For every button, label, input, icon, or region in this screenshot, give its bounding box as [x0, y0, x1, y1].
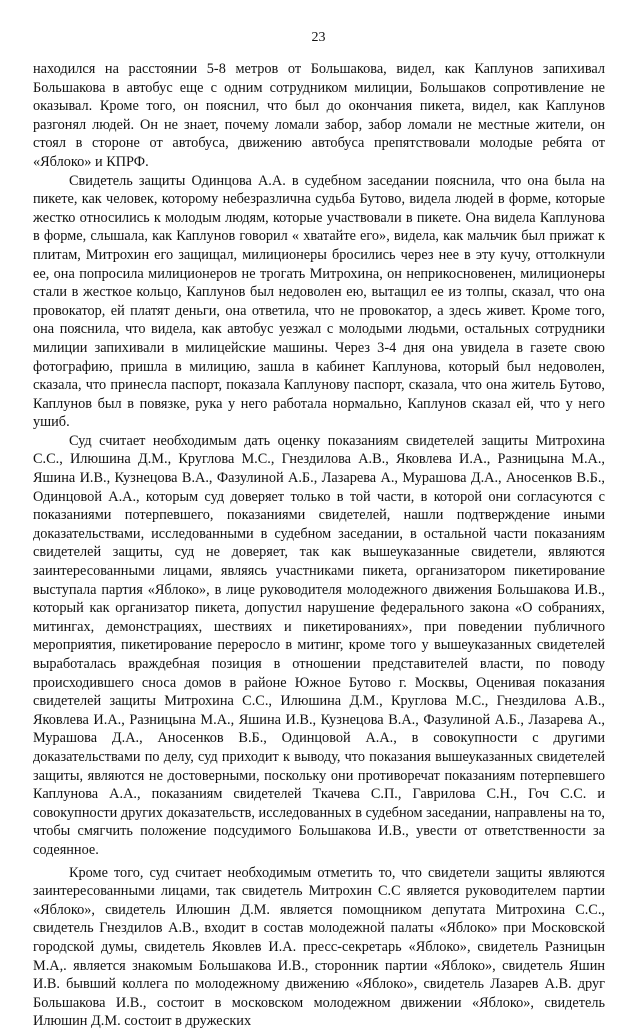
document-body — [33, 60, 605, 1031]
paragraph-2: Свидетель защиты Одинцова А.А. в судебном заседании пояснила, что она была на пикете, как человек, которому небезразлична судьба Бутово, видела людей в форме, которые жестко относились к молодым людям, которые участвовали в пикете. Она видела Каплунова в форме, слышала, как Каплунов говорил « хватайте его», видела, как мальчик был прижат к плитам, Митрохин его защищал, милиционеры бросились через нее в эту кучу, оттолкнули ее, она попросила милиционеров не трогать Митрохина, он неприкосновенен, милиционеры стали в жесткое кольцо, Каплунов был недоволен ею, вытащил ее из толпы, сказал, что она провокатор, ей платят деньги, она ответила, что не провокатор, а здесь живет. Кроме того, она пояснила, что видела, как автобус уезжал с молодыми людьми, остальных сотрудники милиции запихивали в милицейские машины. Через 3-4 дня она увидела в газете свою фотографию, пришла в милицию, зашла в кабинет Каплунова, который был недоволен, сказала, что принесла паспорт, показала Каплунову паспорт, сказала, что она житель Бутово, Каплунов был в повязке, рука у него работала нормально, Каплунов сказал ей, что у него ушиб. — [33, 172, 605, 431]
paragraph-4: Кроме того, суд считает необходимым отметить то, что свидетели защиты являются заинтересованными лицами, так свидетель Митрохин С.С является руководителем партии «Яблоко», свидетель Илюшин Д.М. является помощником депутата Митрохина С.С., свидетель Гнездилов А.В., входит в состав молодежной палаты «Яблоко» при Московской городской думы, свидетель Яковлев И.А. пресс-секретарь «Яблоко», свидетель Разницын М.А,. является знакомым Большакова И.В., сторонник партии «Яблоко», свидетель Яшин И.В. бывший коллега по молодежному движению «Яблоко», свидетель Лазарев А.В. друг Большакова И.В., состоит в московском молодежном движении «Яблоко», свидетель Илюшин Д.М. состоит в дружеских — [33, 864, 605, 1030]
paragraph-1: находился на расстоянии 5-8 метров от Большакова, видел, как Каплунов запихивал Большакова в автобус еще с одним сотрудником милиции, Большаков сопротивление не оказывал. Кроме того, он пояснил, что был до окончания пикета, видел, как Каплунов разгонял людей. Он не знает, почему ломали забор, забор ломали не местные жители, он стоял в стороне от автобуса, движению автобуса препятствовали молодые ребята от «Яблоко» и КПРФ. — [33, 61, 605, 170]
page-number: 23 — [311, 30, 326, 45]
paragraph-3: Суд считает необходимым дать оценку показаниям свидетелей защиты Митрохина С.С., Илюшина Д.М., Круглова М.С., Гнездилова А.В., Яковлева И.А., Разницына М.А., Яшина И.В., Кузнецова В.А., Фазулиной А.Б., Лазарева А., Мурашова Д.А., Аносенков В.Б., Одинцовой А.А., которым суд доверяет только в той части, в которой они согласуются с показаниями потерпевшего, показаниями свидетелей, нашли подтверждение иными доказательствами, исследованными в судебном заседании, в остальной части показаниям свидетелей защиты, суд не доверяет, так как вышеуказанные свидетели, являются заинтересованными лицами, являясь участниками пикета, организатором пикетирование выступала партия «Яблоко», в лице руководителя молодежного движения Большакова И.В., который как организатор пикета, допустил нарушение федерального закона «О собраниях, митингах, демонстрациях, шествиях и пикетированиях», при поведении публичного мероприятия, пикетирование переросло в митинг, кроме того у вышеуказанных свидетелей выработалась враждебная позиция в отношении представителей власти, по поводу происходившего сноса домов в районе Южное Бутово г. Москвы, Оценивая показания свидетелей защиты Митрохина С.С., Илюшина Д.М., Круглова М.С., Гнездилова А.В., Яковлева И.А., Разницына М.А., Яшина И.В., Кузнецова В.А., Фазулиной А.Б., Лазарева А., Мурашова Д.А., Аносенков В.Б., Одинцовой А.А., в совокупности с другими доказательствами по делу, суд приходит к выводу, что показания вышеуказанных свидетелей защиты, являются не достоверными, поскольку они противоречат показаниям потерпевшего Каплунова А.А., показаниям свидетелей Ткачева С.П., Гаврилова С.Н., Гоч С.С. и совокупности других доказательств, исследованных в судебном заседании, направлены на то, чтобы смягчить положение подсудимого Большакова И.В., увести от ответственности за содеянное. — [33, 432, 605, 858]
